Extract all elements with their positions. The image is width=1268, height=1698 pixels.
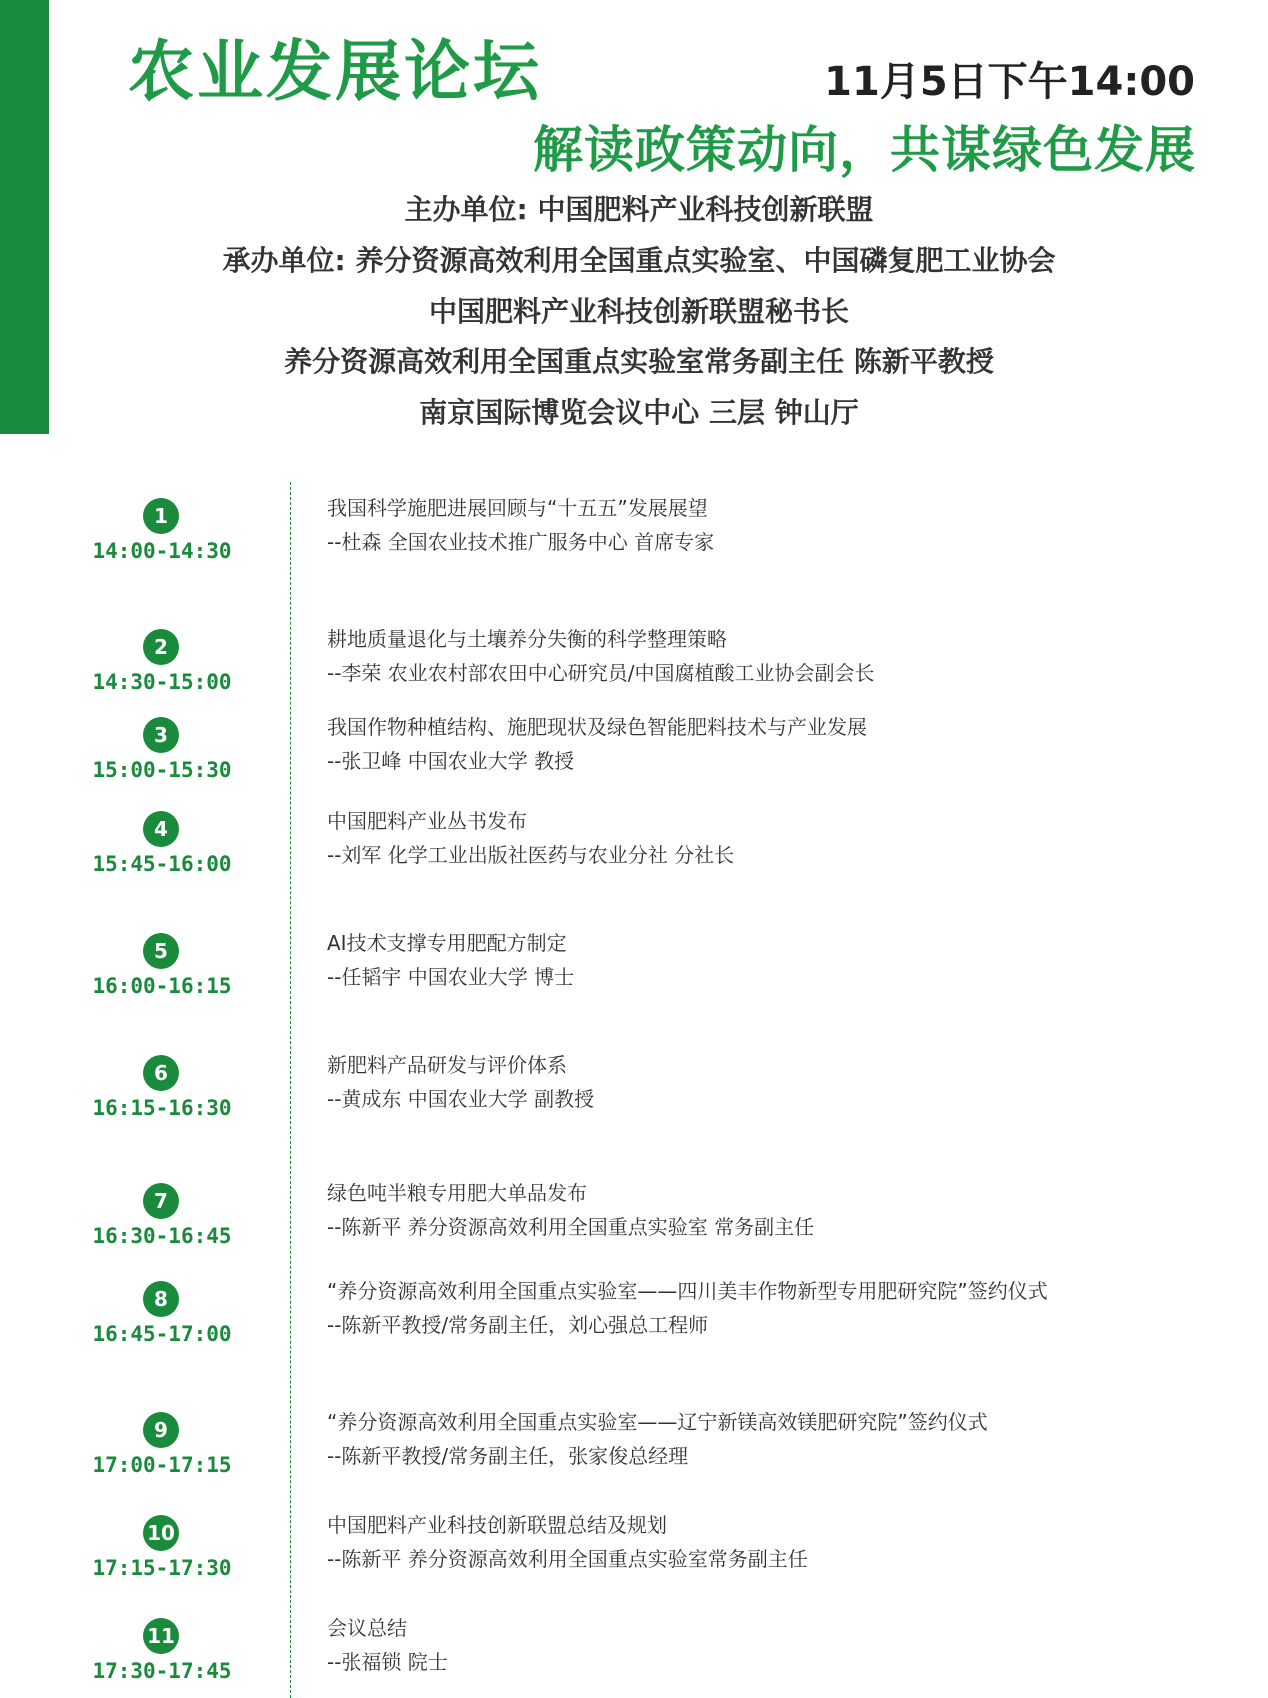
event-header: [0, 0, 1268, 434]
item-topic: “养分资源高效利用全国重点实验室——四川美丰作物新型专用肥研究院”签约仪式: [327, 1279, 1048, 1303]
agenda-item: [0, 1041, 1268, 1131]
item-number-badge: 6: [143, 1055, 179, 1091]
organizer-line: 主办单位: 中国肥料产业科技创新联盟: [404, 193, 874, 226]
item-topic: “养分资源高效利用全国重点实验室——辽宁新镁高效镁肥研究院”签约仪式: [327, 1410, 988, 1434]
item-time: 14:00-14:30: [92, 539, 232, 563]
item-time: 14:30-15:00: [92, 670, 232, 694]
item-number-badge: 3: [143, 717, 179, 753]
agenda-item: [0, 615, 1268, 705]
item-speaker: --张福锁 院士: [327, 1650, 448, 1674]
item-speaker: --任韬宇 中国农业大学 博士: [327, 965, 575, 989]
item-time: 17:15-17:30: [92, 1556, 232, 1580]
green-accent-bar: [0, 0, 49, 434]
item-time: 17:30-17:45: [92, 1659, 232, 1683]
item-time: 16:00-16:15: [92, 974, 232, 998]
agenda-item: [0, 1267, 1268, 1357]
item-number-badge: 11: [143, 1618, 179, 1654]
item-topic: 中国肥料产业科技创新联盟总结及规划: [327, 1513, 667, 1537]
co-organizer-line: 承办单位: 养分资源高效利用全国重点实验室、中国磷复肥工业协会: [222, 244, 1056, 277]
item-speaker: --张卫峰 中国农业大学 教授: [327, 749, 575, 773]
item-speaker: --黄成东 中国农业大学 副教授: [327, 1087, 595, 1111]
item-topic: 绿色吨半粮专用肥大单品发布: [327, 1181, 587, 1205]
item-speaker: --陈新平 养分资源高效利用全国重点实验室常务副主任: [327, 1547, 808, 1571]
agenda-item: [0, 797, 1268, 887]
item-speaker: --陈新平教授/常务副主任，张家俊总经理: [327, 1444, 689, 1468]
item-number-badge: 1: [143, 498, 179, 534]
item-speaker: --陈新平教授/常务副主任，刘心强总工程师: [327, 1313, 709, 1337]
item-time: 16:30-16:45: [92, 1224, 232, 1248]
item-speaker: --李荣 农业农村部农田中心研究员/中国腐植酸工业协会副会长: [327, 661, 875, 685]
item-topic: 我国科学施肥进展回顾与“十五五”发展展望: [327, 496, 708, 520]
item-number-badge: 9: [143, 1412, 179, 1448]
item-speaker: --刘军 化学工业出版社医药与农业分社 分社长: [327, 843, 735, 867]
item-time: 15:45-16:00: [92, 852, 232, 876]
item-topic: AI技术支撑专用肥配方制定: [327, 931, 567, 955]
agenda-item: [0, 1398, 1268, 1488]
item-speaker: --杜森 全国农业技术推广服务中心 首席专家: [327, 530, 715, 554]
agenda-item: [0, 1501, 1268, 1591]
venue-line: 南京国际博览会议中心 三层 钟山厅: [419, 396, 859, 429]
item-speaker: --陈新平 养分资源高效利用全国重点实验室 常务副主任: [327, 1215, 815, 1239]
item-number-badge: 10: [143, 1515, 179, 1551]
agenda-item: [0, 1169, 1268, 1259]
item-topic: 中国肥料产业丛书发布: [327, 809, 527, 833]
event-slogan: 解读政策动向，共谋绿色发展: [533, 121, 1196, 179]
item-topic: 耕地质量退化与土壤养分失衡的科学整理策略: [327, 627, 727, 651]
item-topic: 我国作物种植结构、施肥现状及绿色智能肥料技术与产业发展: [327, 715, 867, 739]
host-title-line: 中国肥料产业科技创新联盟秘书长: [428, 295, 849, 328]
item-topic: 新肥料产品研发与评价体系: [327, 1053, 567, 1077]
item-time: 15:00-15:30: [92, 758, 232, 782]
item-number-badge: 8: [143, 1281, 179, 1317]
item-number-badge: 2: [143, 629, 179, 665]
agenda-item: [0, 703, 1268, 793]
item-time: 16:15-16:30: [92, 1096, 232, 1120]
host-name-line: 养分资源高效利用全国重点实验室常务副主任 陈新平教授: [284, 345, 994, 378]
item-time: 17:00-17:15: [92, 1453, 232, 1477]
item-number-badge: 5: [143, 933, 179, 969]
agenda-item: [0, 484, 1268, 574]
item-number-badge: 7: [143, 1183, 179, 1219]
event-datetime: 11月5日下午14:00: [824, 59, 1195, 105]
item-number-badge: 4: [143, 811, 179, 847]
agenda-item: [0, 919, 1268, 1009]
item-topic: 会议总结: [327, 1616, 407, 1640]
event-title: 农业发展论坛: [128, 33, 542, 110]
agenda-item: [0, 1604, 1268, 1694]
item-time: 16:45-17:00: [92, 1322, 232, 1346]
